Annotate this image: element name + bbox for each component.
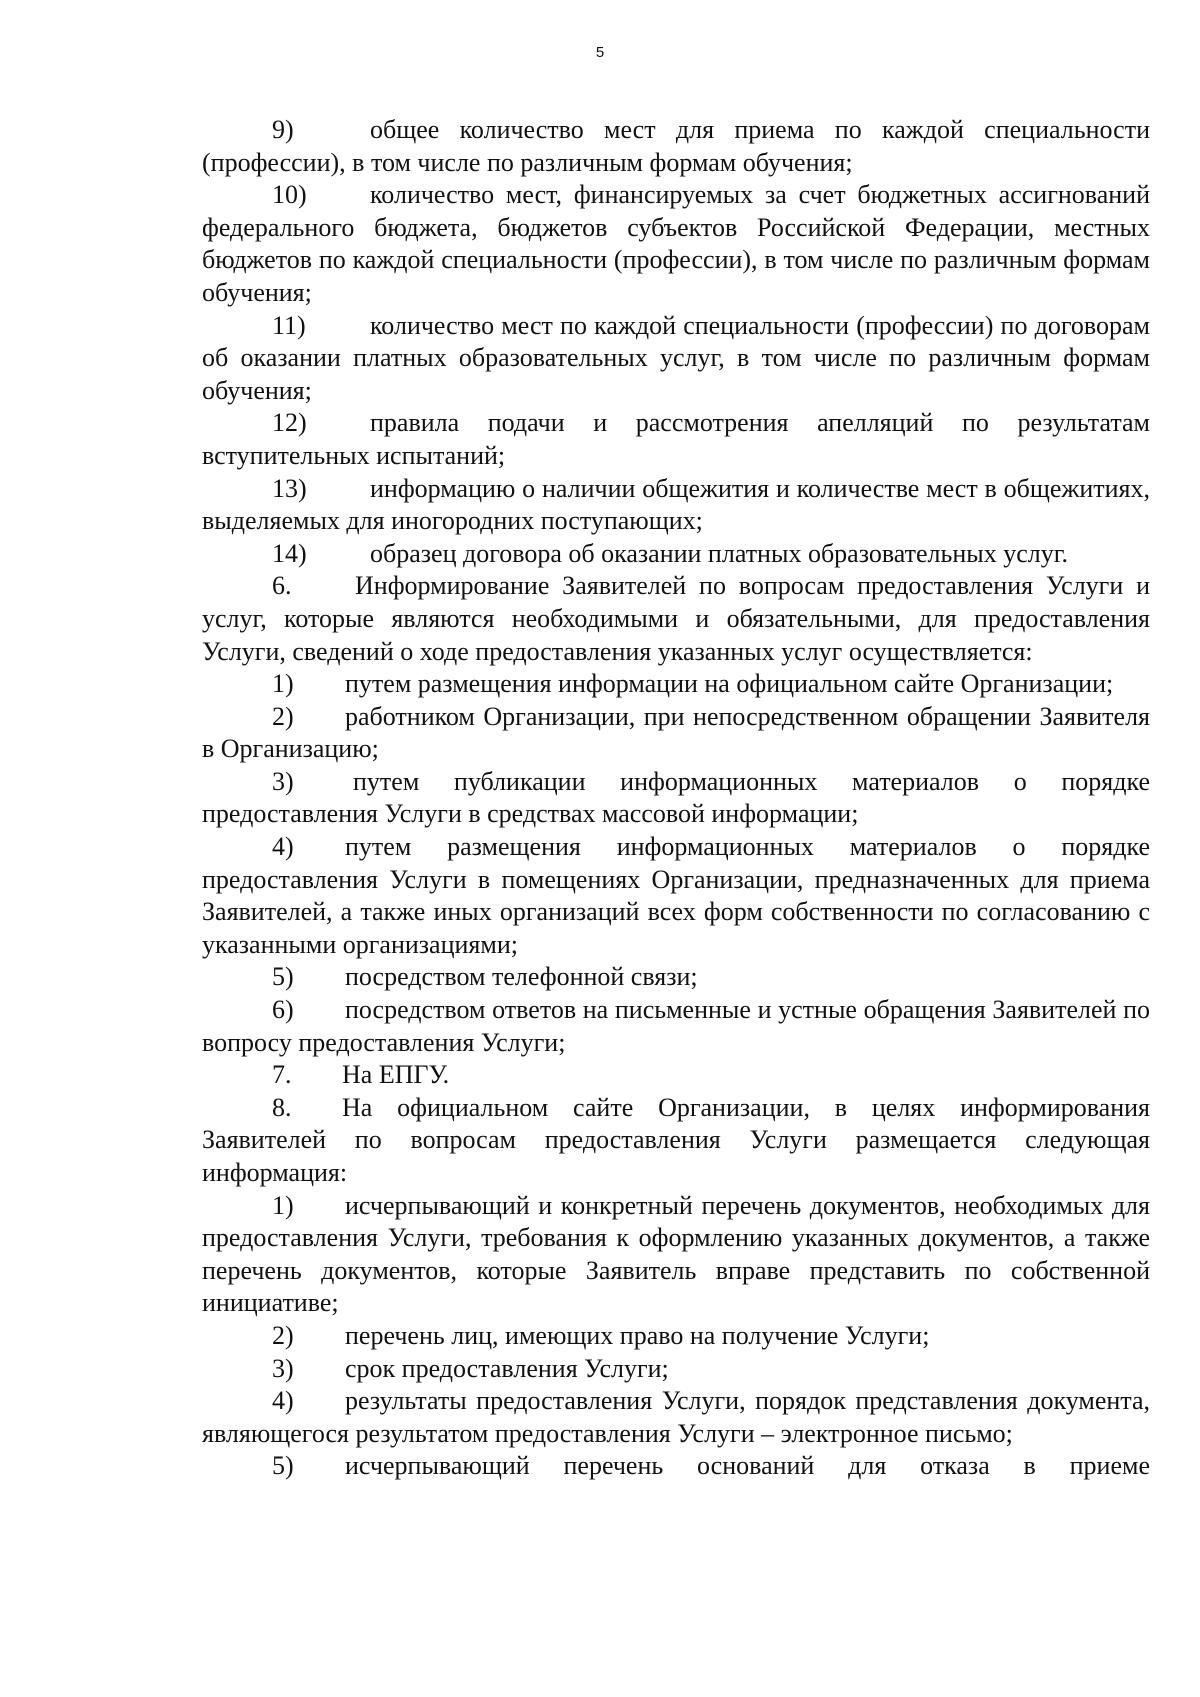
item-text: информацию о наличии общежития и количестве мест в общежитиях, выделяемых для иногородних поступающих; bbox=[202, 473, 1150, 536]
list-item bbox=[202, 668, 1150, 701]
list-item bbox=[202, 1450, 1150, 1483]
item-text: путем размещения информации на официальном сайте Организации; bbox=[345, 669, 1114, 699]
item-text: путем публикации информационных материалов о порядке предоставления Услуги в средствах массовой информации; bbox=[202, 766, 1150, 829]
document-body bbox=[202, 114, 1150, 1483]
section-text: На ЕПГУ. bbox=[342, 1060, 450, 1090]
item-number: 1) bbox=[272, 1190, 294, 1220]
item-text: правила подачи и рассмотрения апелляций по результатам вступительных испытаний; bbox=[202, 408, 1150, 470]
list-item bbox=[202, 831, 1150, 961]
list-item bbox=[202, 310, 1150, 408]
list-item bbox=[202, 994, 1150, 1059]
list-item bbox=[202, 538, 1150, 571]
item-number: 9) bbox=[272, 115, 294, 144]
item-number: 11) bbox=[272, 310, 306, 340]
item-text: исчерпывающий и конкретный перечень документов, необходимых для предоставления Услуги, требования к оформлению указанных документов, а также перечень документов, которые Заявитель вправе представить по собственной инициативе; bbox=[202, 1190, 1150, 1318]
list-item bbox=[202, 407, 1150, 472]
list-item bbox=[202, 1320, 1150, 1353]
list-item bbox=[202, 114, 1150, 179]
section-paragraph bbox=[202, 570, 1150, 668]
item-text: общее количество мест для приема по каждой специальности (профессии), в том числе по различным формам обучения; bbox=[202, 115, 1150, 177]
list-item bbox=[202, 1190, 1150, 1320]
section-number: 6. bbox=[272, 571, 292, 601]
list-item bbox=[202, 1385, 1150, 1450]
page-number: 5 bbox=[595, 44, 605, 61]
item-number: 13) bbox=[272, 473, 307, 503]
item-text: срок предоставления Услуги; bbox=[345, 1353, 669, 1383]
item-text: исчерпывающий перечень оснований для отказа в приеме bbox=[345, 1451, 1150, 1481]
item-text: путем размещения информационных материалов о порядке предоставления Услуги в помещениях Организации, предназначенных для приема Заявителей, а также иных организаций всех форм собственности по согласованию с указанными организациями; bbox=[202, 832, 1150, 959]
section-number: 7. bbox=[272, 1060, 292, 1090]
item-text: количество мест по каждой специальности (профессии) по договорам об оказании платных образовательных услуг, в том числе по различным формам обучения; bbox=[202, 310, 1150, 405]
list-item bbox=[202, 179, 1150, 309]
item-number: 12) bbox=[272, 408, 307, 438]
item-text: посредством ответов на письменные и устные обращения Заявителей по вопросу предоставления Услуги; bbox=[202, 995, 1150, 1057]
section-text: На официальном сайте Организации, в целях информирования Заявителей по вопросам предоставления Услуги размещается следующая информация: bbox=[202, 1092, 1150, 1187]
item-number: 2) bbox=[272, 1320, 294, 1350]
section-text: Информирование Заявителей по вопросам предоставления Услуги и услуг, которые являются необходимыми и обязательными, для предоставления Услуги, сведений о ходе предоставления указанных услуг осуществляется: bbox=[202, 571, 1150, 666]
list-item bbox=[202, 1353, 1150, 1386]
item-number: 2) bbox=[272, 701, 294, 731]
item-number: 5) bbox=[272, 962, 294, 992]
list-item bbox=[202, 766, 1150, 831]
item-number: 10) bbox=[272, 180, 307, 210]
section-paragraph bbox=[202, 1059, 1150, 1092]
item-number: 4) bbox=[272, 1386, 294, 1416]
section-number: 8. bbox=[272, 1092, 292, 1122]
item-text: работником Организации, при непосредственном обращении Заявителя в Организацию; bbox=[202, 701, 1150, 764]
item-number: 1) bbox=[272, 669, 294, 699]
item-text: перечень лиц, имеющих право на получение Услуги; bbox=[345, 1320, 930, 1350]
item-text: посредством телефонной связи; bbox=[345, 962, 698, 992]
item-text: количество мест, финансируемых за счет бюджетных ассигнований федерального бюджета, бюджетов субъектов Российской Федерации, местных бюджетов по каждой специальности (профессии), в том числе по различным формам обучения; bbox=[202, 180, 1150, 307]
section-paragraph bbox=[202, 1092, 1150, 1190]
item-number: 14) bbox=[272, 538, 307, 568]
item-text: образец договора об оказании платных образовательных услуг. bbox=[370, 538, 1068, 568]
item-number: 6) bbox=[272, 995, 294, 1025]
item-number: 3) bbox=[272, 766, 294, 796]
list-item bbox=[202, 473, 1150, 538]
item-number: 4) bbox=[272, 832, 294, 862]
item-number: 5) bbox=[272, 1451, 294, 1481]
list-item bbox=[202, 961, 1150, 994]
list-item bbox=[202, 701, 1150, 766]
item-number: 3) bbox=[272, 1353, 294, 1383]
item-text: результаты предоставления Услуги, порядок представления документа, являющегося результатом предоставления Услуги – электронное письмо; bbox=[202, 1386, 1150, 1448]
